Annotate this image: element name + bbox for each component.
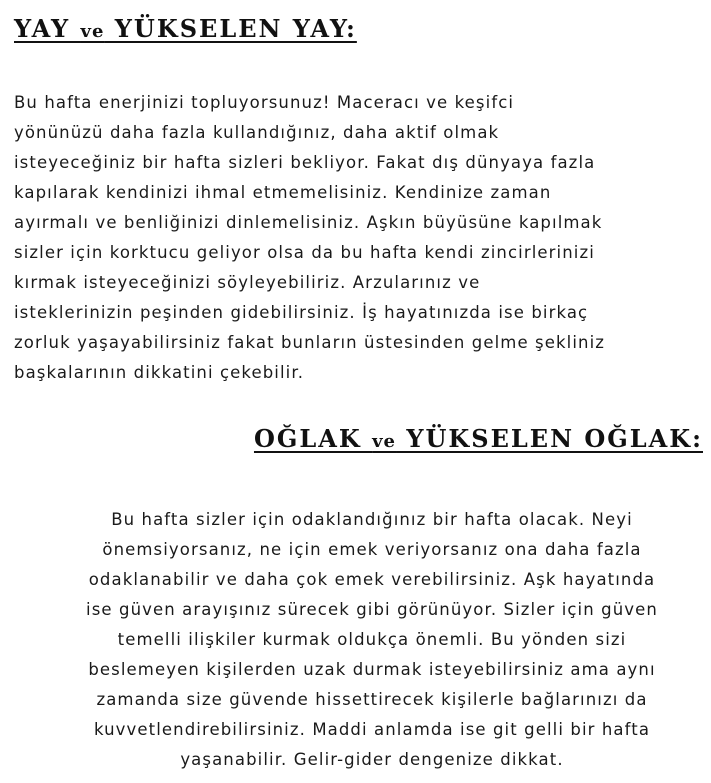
paragraph-line: ise güven arayışınız sürecek gibi görünüyor. Sizler için güven (86, 600, 658, 619)
paragraph-line: Bu hafta enerjinizi topluyorsunuz! Maceracı ve keşifci (14, 93, 515, 112)
heading-text-b: YÜKSELEN OĞLAK: (396, 424, 703, 453)
paragraph-line: zorluk yaşayabilirsiniz fakat bunların üstesinden gelme şekliniz (14, 333, 606, 352)
section-heading-oglak (254, 424, 703, 457)
paragraph-line: sizler için korktucu geliyor olsa da bu hafta kendi zincirlerinizi (14, 243, 595, 262)
paragraph-line: temelli ilişkiler kurmak oldukça önemli. Bu yönden sizi (117, 630, 627, 649)
paragraph-line: Bu hafta sizler için odaklandığınız bir hafta olacak. Neyi (111, 510, 633, 529)
heading-text-ve: ve (80, 21, 105, 42)
heading-text-b: YÜKSELEN YAY: (104, 14, 357, 43)
heading-text-a: OĞLAK (253, 424, 373, 453)
section-heading-yay (14, 14, 357, 47)
paragraph-line: başkalarının dikkatini çekebilir. (14, 363, 305, 382)
paragraph-line: kapılarak kendinizi ihmal etmemelisiniz. Kendinize zaman (14, 183, 552, 202)
paragraph-line: ayırmalı ve benliğinizi dinlemelisiniz. Aşkın büyüsüne kapılmak (14, 213, 603, 232)
paragraph-line: yönünüzü daha fazla kullandığınız, daha aktif olmak (14, 123, 500, 142)
paragraph-line: odaklanabilir ve daha çok emek verebilirsiniz. Aşk hayatında (88, 570, 656, 589)
paragraph-line: önemsiyorsanız, ne için emek veriyorsanız ona daha fazla (102, 540, 642, 559)
paragraph-line: yaşanabilir. Gelir-gider dengenize dikkat. (180, 750, 564, 769)
paragraph-line: isteyeceğiniz bir hafta sizleri bekliyor. Fakat dış dünyaya fazla (14, 153, 596, 172)
paragraph-oglak (40, 505, 704, 775)
paragraph-line: isteklerinizin peşinden gidebilirsiniz. İş hayatınızda ise birkaç (14, 303, 589, 322)
paragraph-line: kuvvetlendirebilirsiniz. Maddi anlamda ise git gelli bir hafta (93, 720, 651, 739)
paragraph-line: beslemeyen kişilerden uzak durmak isteyebilirsiniz ama aynı (88, 660, 656, 679)
heading-text-a: YAY (14, 14, 81, 43)
paragraph-yay (14, 88, 605, 388)
heading-text-ve: ve (372, 431, 397, 452)
paragraph-line: zamanda size güvende hissettirecek kişilerle bağlarınızı da (96, 690, 648, 709)
paragraph-line: kırmak isteyeceğinizi söyleyebiliriz. Arzularınız ve (14, 273, 481, 292)
